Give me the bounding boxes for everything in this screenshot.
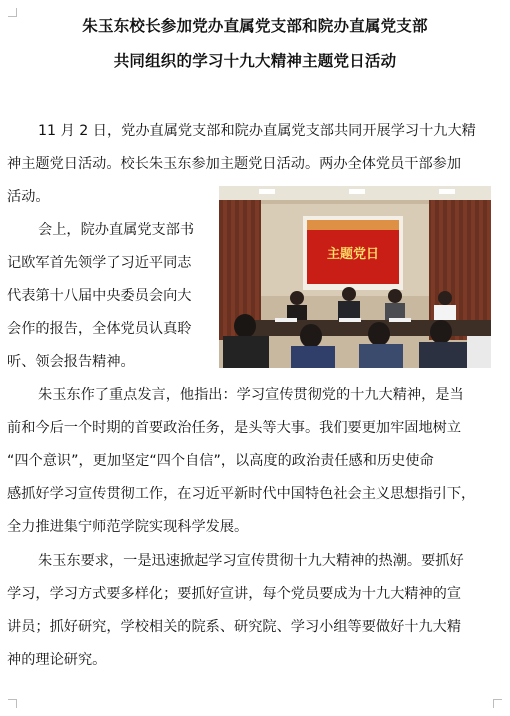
meeting-photo xyxy=(219,186,491,368)
paragraph-line: 全力推进集宁师范学院实现科学发展。 xyxy=(7,519,249,535)
paragraph-line: 学习，学习方式要多样化；要抓好宣讲，每个党员要成为十九大精神的宣 xyxy=(7,586,462,602)
document-title-line-2: 共同组织的学习十九大精神主题党日活动 xyxy=(113,52,397,70)
paragraph-line: 11 月 2 日，党办直属党支部和院办直属党支部共同开展学习十九大精 xyxy=(38,123,476,139)
paragraph-line: 朱玉东作了重点发言，他指出：学习宣传贯彻党的十九大精神，是当 xyxy=(38,387,464,403)
paragraph-line: 听、领会报告精神。 xyxy=(7,354,135,370)
meeting-photo-illustration xyxy=(219,186,491,368)
paragraph-line: 前和今后一个时期的首要政治任务，是头等大事。我们要更加牢固地树立 xyxy=(7,420,462,436)
paragraph-line: 讲员；抓好研究，学校相关的院系、研究院、学习小组等要做好十九大精 xyxy=(7,619,462,635)
page-corner-mark-bottom-left xyxy=(8,699,17,708)
paragraph-line: 感抓好学习宣传贯彻工作，在习近平新时代中国特色社会主义思想指引下， xyxy=(7,486,476,502)
page-corner-mark-bottom-right xyxy=(493,699,502,708)
paragraph-line: 活动。 xyxy=(7,189,50,205)
screen-banner-text: 主题党日 xyxy=(326,247,380,262)
paragraph-2 xyxy=(7,214,195,379)
document-title-line-1: 朱玉东校长参加党办直属党支部和院办直属党支部 xyxy=(82,17,428,35)
paragraph-line: 神主题党日活动。校长朱玉东参加主题党日活动。两办全体党员干部参加 xyxy=(7,156,462,172)
paragraph-4 xyxy=(7,545,464,677)
paragraph-line: 记欧军首先领学了习近平同志 xyxy=(7,255,192,271)
paragraph-line: 神的理论研究。 xyxy=(7,652,107,668)
paragraph-line: 代表第十八届中央委员会向大 xyxy=(7,288,192,304)
paragraph-line: 朱玉东要求，一是迅速掀起学习宣传贯彻十九大精神的热潮。要抓好 xyxy=(38,553,464,569)
paragraph-line: 会上，院办直属党支部书 xyxy=(38,222,195,238)
paragraph-line: 会作的报告，全体党员认真聆 xyxy=(7,321,192,337)
paragraph-3 xyxy=(7,379,476,544)
paragraph-line: “四个意识”，更加坚定“四个自信”，以高度的政治责任感和历史使命 xyxy=(7,453,434,469)
